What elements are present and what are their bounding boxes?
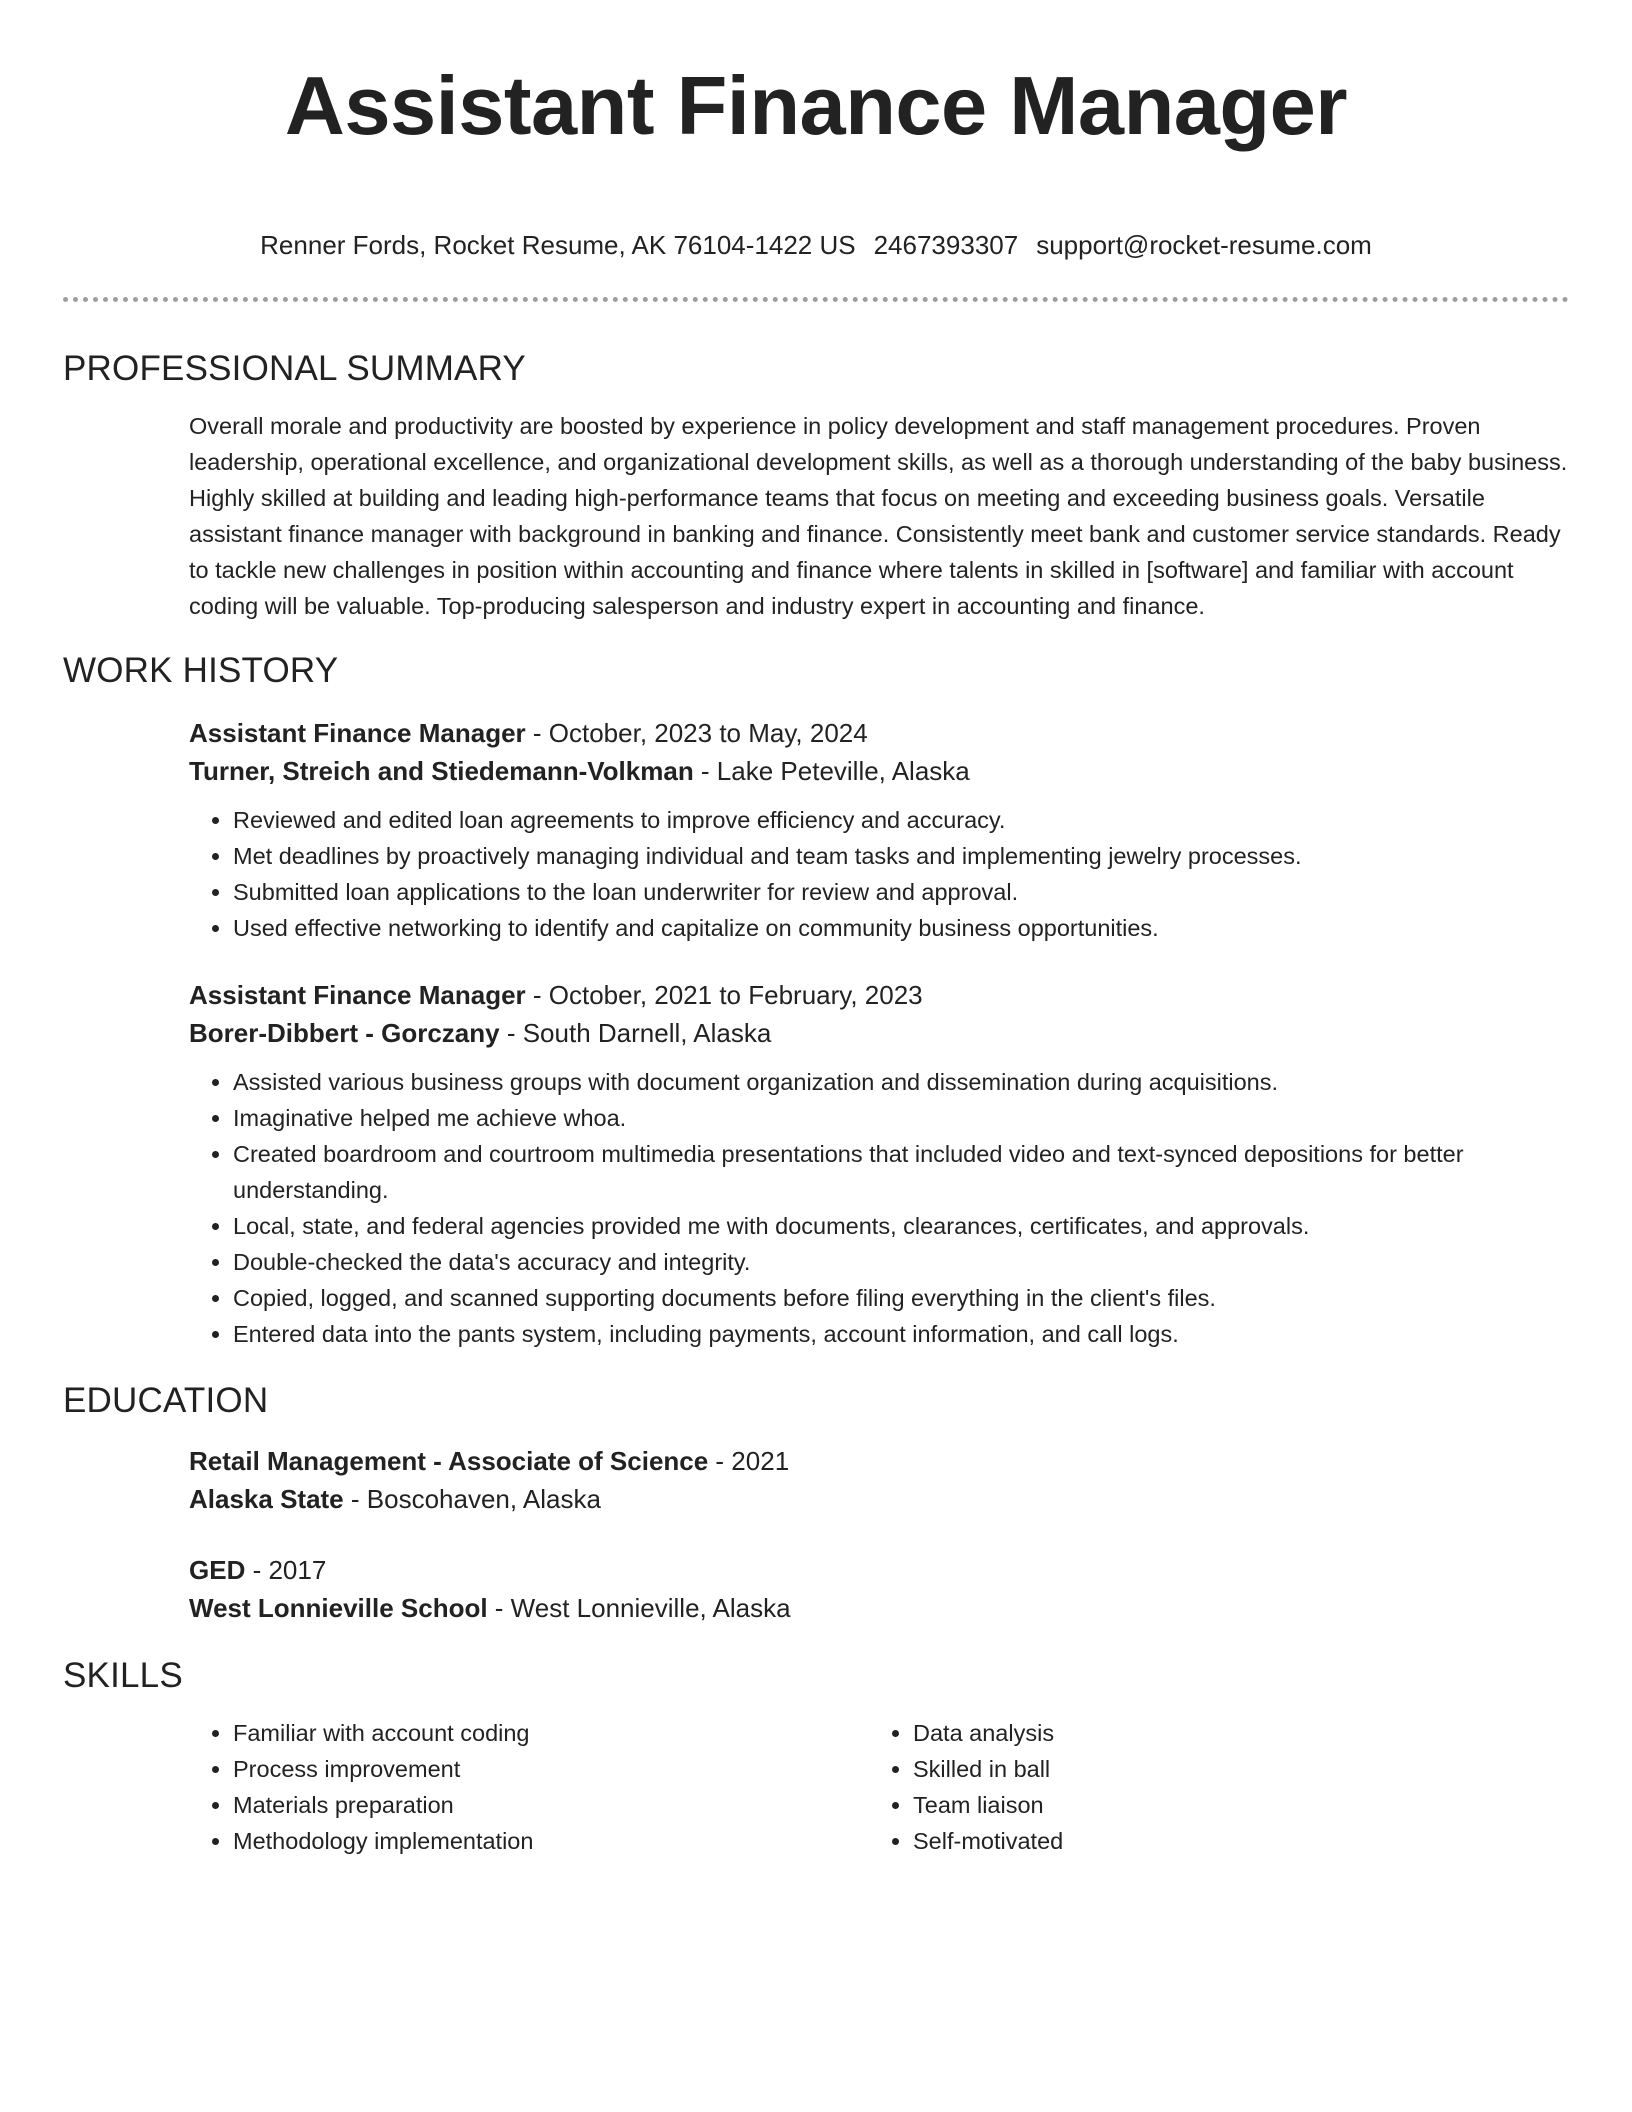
job-company-line [189, 1014, 1569, 1052]
education-degree-line [189, 1551, 1569, 1589]
skill-item: • Data analysis [913, 1715, 1549, 1751]
education-school: Alaska State [189, 1484, 344, 1514]
job-bullet: • Copied, logged, and scanned supporting documents before filing everything in the client's files. [233, 1280, 1569, 1316]
skills-list-left [189, 1715, 869, 1859]
contact-address: Renner Fords, Rocket Resume, AK 76104-1422 US [260, 230, 856, 260]
job-role-line [189, 976, 1569, 1014]
skill-item: • Self-motivated [913, 1823, 1549, 1859]
education-school: West Lonnieville School [189, 1593, 488, 1623]
job-role: Assistant Finance Manager [189, 980, 526, 1010]
job-company-line [189, 752, 1569, 790]
header-divider [63, 297, 1569, 302]
education-year: - 2021 [708, 1446, 790, 1476]
education-school-line [189, 1480, 1569, 1518]
section-title-summary: PROFESSIONAL SUMMARY [63, 349, 526, 388]
skill-item: • Skilled in ball [913, 1751, 1549, 1787]
job-bullet: • Created boardroom and courtroom multimedia presentations that included video and text-synced depositions for better understanding. [233, 1136, 1569, 1208]
job-bullet: • Met deadlines by proactively managing individual and team tasks and implementing jewelry processes. [233, 838, 1569, 874]
education-entry [189, 1551, 1569, 1627]
education-degree-line [189, 1442, 1569, 1480]
education-location: - West Lonnieville, Alaska [487, 1593, 791, 1623]
job-entry [189, 976, 1569, 1352]
job-entry [189, 714, 1569, 946]
skill-item: • Team liaison [913, 1787, 1549, 1823]
resume-title: Assistant Finance Manager [284, 59, 1348, 152]
skill-item: • Methodology implementation [233, 1823, 869, 1859]
job-location: - Lake Peteville, Alaska [693, 756, 970, 786]
job-bullet: • Double-checked the data's accuracy and integrity. [233, 1244, 1569, 1280]
job-bullet: • Entered data into the pants system, including payments, account information, and call logs. [233, 1316, 1569, 1352]
job-company: Borer-Dibbert - Gorczany [189, 1018, 500, 1048]
education-degree: GED [189, 1555, 246, 1585]
section-title-education: EDUCATION [63, 1381, 269, 1420]
contact-phone: 2467393307 [873, 230, 1019, 260]
skills-list-right [869, 1715, 1549, 1859]
education-school-line [189, 1589, 1569, 1627]
job-company: Turner, Streich and Stiedemann-Volkman [189, 756, 694, 786]
education-degree: Retail Management - Associate of Science [189, 1446, 709, 1476]
section-title-work-history: WORK HISTORY [63, 651, 339, 690]
education-location: - Boscohaven, Alaska [343, 1484, 601, 1514]
education-entry [189, 1442, 1569, 1518]
skills-columns [189, 1715, 1569, 1859]
job-bullet-list [189, 1064, 1569, 1352]
job-role: Assistant Finance Manager [189, 718, 526, 748]
job-bullet: • Imaginative helped me achieve whoa. [233, 1100, 1569, 1136]
section-title-skills: SKILLS [63, 1656, 183, 1695]
contact-email: support@rocket-resume.com [1036, 230, 1372, 260]
job-bullet: • Reviewed and edited loan agreements to improve efficiency and accuracy. [233, 802, 1569, 838]
skill-item: • Familiar with account coding [233, 1715, 869, 1751]
job-bullet: • Submitted loan applications to the loan underwriter for review and approval. [233, 874, 1569, 910]
skill-item: • Materials preparation [233, 1787, 869, 1823]
job-bullet: • Local, state, and federal agencies provided me with documents, clearances, certificates, and approvals. [233, 1208, 1569, 1244]
skill-item: • Process improvement [233, 1751, 869, 1787]
job-dates: - October, 2021 to February, 2023 [525, 980, 923, 1010]
job-dates: - October, 2023 to May, 2024 [525, 718, 868, 748]
job-bullet-list [189, 802, 1569, 946]
job-location: - South Darnell, Alaska [499, 1018, 772, 1048]
job-bullet: • Used effective networking to identify and capitalize on community business opportunities. [233, 910, 1569, 946]
contact-line [63, 230, 1569, 260]
job-role-line [189, 714, 1569, 752]
summary-text: Overall morale and productivity are boosted by experience in policy development and staff management procedures. Proven leadership, operational excellence, and organizational development skills, as well as a thorough understanding of the baby business. Highly skilled at building and leading high-performance teams that focus on meeting and exceeding business goals. Versatile assistant finance manager with background in banking and finance. Consistently meet bank and customer service standards. Ready to tackle new challenges in position within accounting and finance where talents in skilled in [software] and familiar with account coding will be valuable. Top-producing salesperson and industry expert in accounting and finance. [189, 413, 1568, 619]
job-bullet: • Assisted various business groups with document organization and dissemination during acquisitions. [233, 1064, 1569, 1100]
education-year: - 2017 [245, 1555, 327, 1585]
